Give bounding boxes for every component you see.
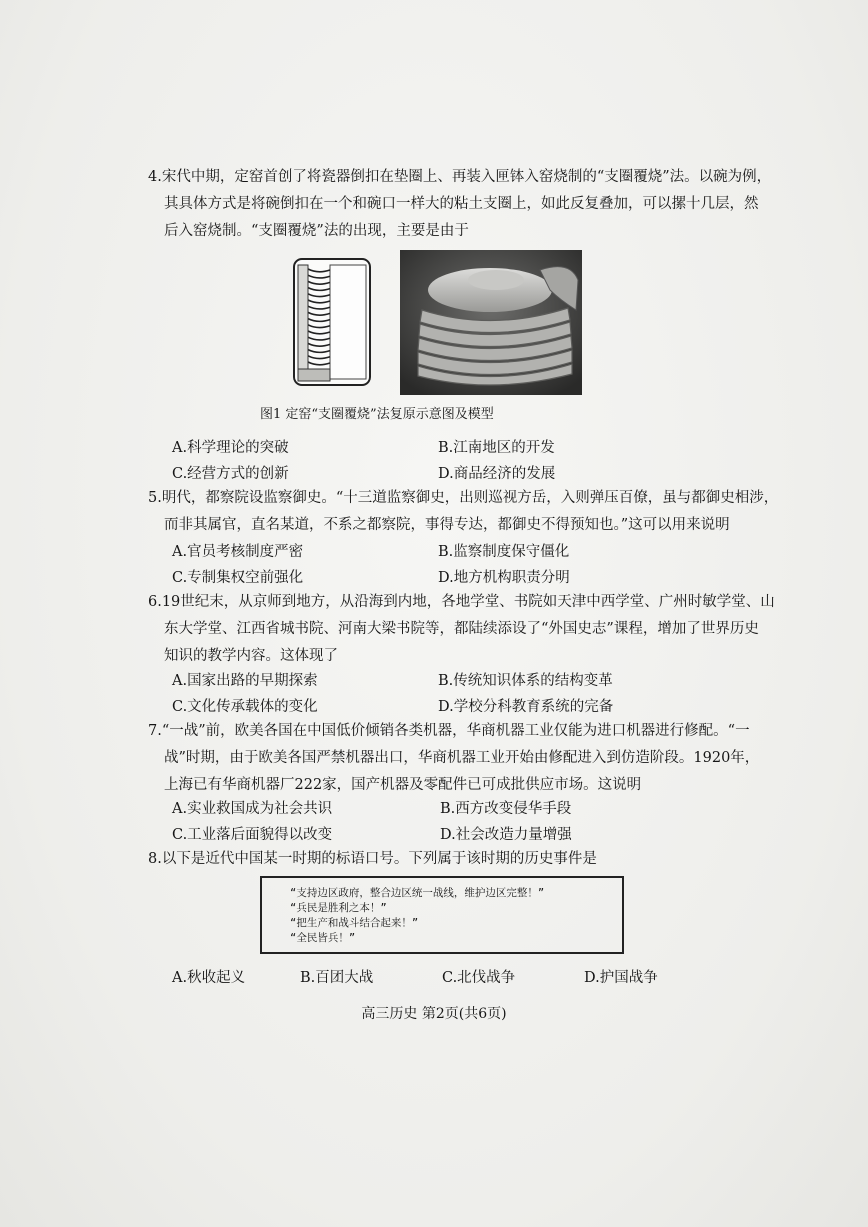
question-8-stem (148, 846, 728, 873)
q4-option-c[interactable]: C.经营方式的创新 (172, 466, 289, 482)
slogan-1: “支持边区政府，整合边区统一战线，维护边区完整！” (290, 887, 545, 899)
q4-line-1: 4.宋代中期，定窑首创了将瓷器倒扣在垫圈上、再装入匣钵入窑烧制的“支圈覆烧”法。以碗为例， (148, 169, 772, 185)
q6-line-3: 知识的教学内容。这体现了 (164, 648, 338, 664)
q5-option-c[interactable]: C.专制集权空前强化 (172, 570, 304, 586)
slogan-3: “把生产和战斗结合起来！” (290, 917, 419, 929)
page-footer: 高三历史 第2页(共6页) (361, 1006, 507, 1022)
q6-option-b[interactable]: B.传统知识体系的结构变革 (438, 673, 613, 689)
q8-option-b[interactable]: B.百团大战 (300, 970, 374, 986)
q7-line-1: 7.“一战”前，欧美各国在中国低价倾销各类机器，华商机器工业仅能为进口机器进行修配。“一 (148, 723, 750, 739)
q5-line-2: 而非其属官，直名某道，不系之都察院，事得专达，都御史不得预知也。”这可以用来说明 (164, 517, 730, 533)
q8-line-1: 8.以下是近代中国某一时期的标语口号。下列属于该时期的历史事件是 (148, 851, 597, 867)
q7-line-2: 战”时期，由于欧美各国严禁机器出口，华商机器工业开始由修配进入到仿造阶段。1920年， (164, 750, 760, 766)
kiln-stacking-diagram (292, 257, 372, 387)
q7-line-3: 上海已有华商机器厂222家，国产机器及零配件已可成批供应市场。这说明 (164, 777, 642, 793)
q7-option-b[interactable]: B.西方改变侵华手段 (440, 801, 572, 817)
figure-1 (292, 250, 592, 395)
question-4-stem (148, 164, 772, 245)
q6-option-c[interactable]: C.文化传承载体的变化 (172, 699, 318, 715)
figure-1-caption: 图1 定窑“支圈覆烧”法复原示意图及模型 (260, 407, 494, 422)
q4-option-a[interactable]: A.科学理论的突破 (172, 440, 289, 456)
q4-line-3: 后入窑烧制。“支圈覆烧”法的出现，主要是由于 (164, 223, 469, 239)
q8-option-a[interactable]: A.秋收起义 (172, 970, 246, 986)
q7-option-a[interactable]: A.实业救国成为社会共识 (172, 801, 333, 817)
q8-option-c[interactable]: C.北伐战争 (442, 970, 516, 986)
q4-line-2: 其具体方式是将碗倒扣在一个和碗口一样大的粘土支圈上，如此反复叠加，可以摞十几层，然 (164, 196, 759, 212)
q8-option-d[interactable]: D.护国战争 (584, 970, 658, 986)
question-6-stem (148, 589, 775, 670)
slogan-box (260, 876, 624, 954)
q6-option-d[interactable]: D.学校分科教育系统的完备 (438, 699, 614, 715)
q5-option-d[interactable]: D.地方机构职责分明 (438, 570, 570, 586)
q6-line-2: 东大学堂、江西省城书院、河南大梁书院等，都陆续添设了“外国史志”课程，增加了世界历史 (164, 621, 759, 637)
q6-option-a[interactable]: A.国家出路的早期探索 (172, 673, 318, 689)
kiln-model-photo (400, 250, 582, 395)
slogan-2: “兵民是胜利之本！” (290, 902, 387, 914)
q6-line-1: 6.19世纪末，从京师到地方，从沿海到内地，各地学堂、书院如天津中西学堂、广州时敏学堂、山 (148, 594, 775, 610)
q4-option-d[interactable]: D.商品经济的发展 (438, 466, 556, 482)
question-7-stem (148, 718, 760, 799)
q5-option-a[interactable]: A.官员考核制度严密 (172, 544, 304, 560)
slogan-4: “全民皆兵！” (290, 932, 356, 944)
q4-option-b[interactable]: B.江南地区的开发 (438, 440, 555, 456)
question-5-stem (148, 485, 779, 539)
q5-option-b[interactable]: B.监察制度保守僵化 (438, 544, 570, 560)
q7-option-d[interactable]: D.社会改造力量增强 (440, 827, 572, 843)
q5-line-1: 5.明代，都察院设监察御史。“十三道监察御史，出则巡视方岳，入则弹压百僚，虽与都御史相涉， (148, 490, 779, 506)
q7-option-c[interactable]: C.工业落后面貌得以改变 (172, 827, 333, 843)
